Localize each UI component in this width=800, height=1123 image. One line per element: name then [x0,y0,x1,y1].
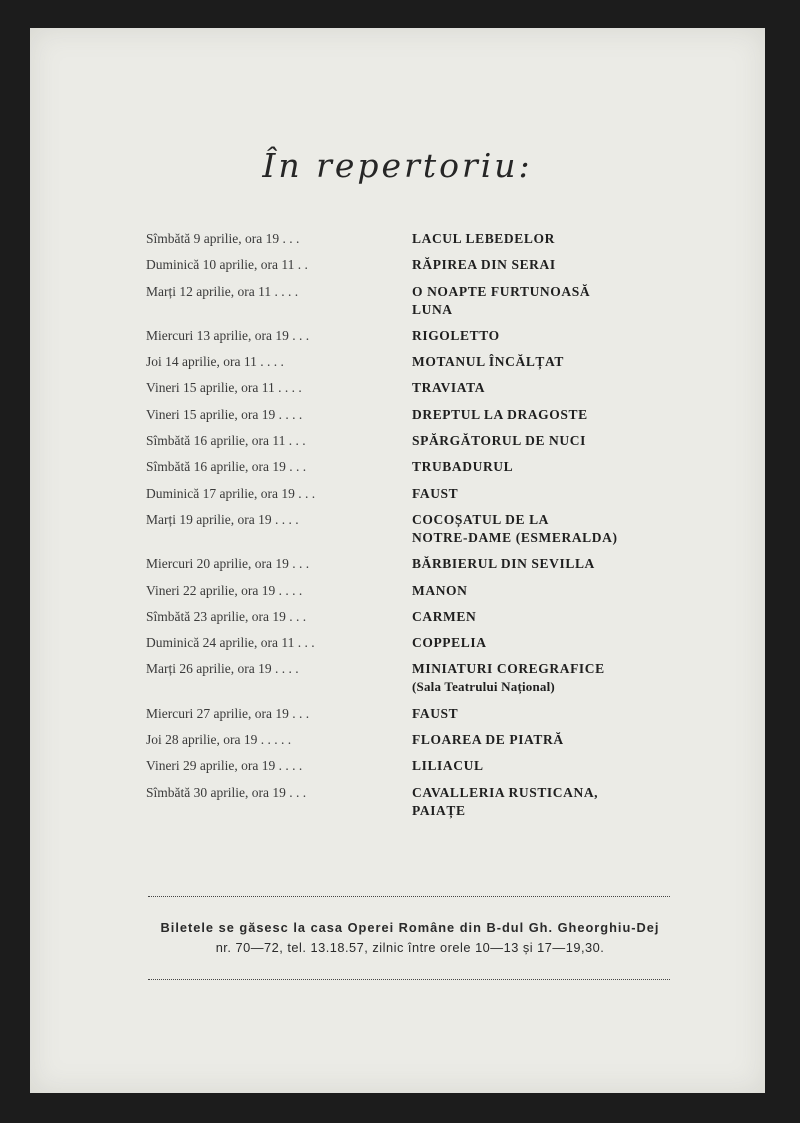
list-item [146,458,686,476]
list-item [146,608,686,626]
performance-title: MANON [412,582,468,598]
performance-date: Sîmbătă 16 aprilie, ora 11 . . . [146,433,306,449]
performance-date: Vineri 15 aprilie, ora 11 . . . . [146,380,302,396]
performance-title: MINIATURI COREGRAFICE [412,661,605,677]
list-item [146,283,686,319]
performance-title-line2: NOTRE-DAME (ESMERALDA) [412,529,618,545]
performance-title-block [412,283,686,319]
list-item [146,327,686,345]
ticket-info-line2: nr. 70—72, tel. 13.18.57, zilnic între orele 10—13 și 17—19,30. [215,940,605,955]
performance-title: FLOAREA DE PIATRĂ [412,732,564,748]
performance-date: Vineri 15 aprilie, ora 19 . . . . [146,406,303,422]
performance-title: CAVALLERIA RUSTICANA, [412,784,599,800]
performance-title: BĂRBIERUL DIN SEVILLA [412,556,595,572]
list-item [146,705,686,723]
performance-title-block [412,784,686,820]
performance-date: Marți 26 aprilie, ora 19 . . . . [146,661,299,677]
performance-date: Vineri 22 aprilie, ora 19 . . . . [146,582,303,598]
venue-note: (Sala Teatrului Național) [412,679,555,695]
list-item [146,511,686,547]
list-item [146,555,686,573]
list-item [146,757,686,775]
performance-date: Miercuri 27 aprilie, ora 19 . . . [146,705,310,721]
performance-date: Sîmbătă 30 aprilie, ora 19 . . . [146,784,307,800]
performance-title-line2: LUNA [412,301,453,317]
list-item [146,432,686,450]
performance-title: FAUST [412,705,459,721]
performance-date: Joi 14 aprilie, ora 11 . . . . [146,354,284,370]
page-title: În repertoriu: [262,146,533,185]
performance-title: RĂPIREA DIN SERAI [412,257,556,273]
list-item [146,582,686,600]
list-item [146,660,686,696]
ticket-info-line1: Biletele se găsesc la casa Operei Române din B-dul Gh. Gheorghiu-Dej [160,920,660,935]
performance-date: Marți 19 aprilie, ora 19 . . . . [146,511,299,527]
performance-title: TRAVIATA [412,380,486,396]
dotted-divider-top [148,896,670,897]
performance-date: Duminică 10 aprilie, ora 11 . . [146,257,308,273]
performance-title: O NOAPTE FURTUNOASĂ [412,283,591,299]
ticket-info [130,918,690,958]
list-item [146,406,686,424]
performance-title: SPĂRGĂTORUL DE NUCI [412,433,586,449]
performance-date: Sîmbătă 9 aprilie, ora 19 . . . [146,231,300,246]
list-item [146,784,686,820]
performance-title: MOTANUL ÎNCĂLȚAT [412,354,564,370]
performance-date: Vineri 29 aprilie, ora 19 . . . . [146,758,303,774]
list-item [146,230,686,248]
performance-title: CARMEN [412,608,477,624]
list-item [146,256,686,274]
performance-date: Joi 28 aprilie, ora 19 . . . . . [146,732,292,748]
performance-title: LILIACUL [412,758,484,774]
performance-date: Duminică 17 aprilie, ora 19 . . . [146,485,316,501]
performance-title-block [412,660,686,696]
performance-date: Sîmbătă 23 aprilie, ora 19 . . . [146,608,307,624]
performance-date: Miercuri 20 aprilie, ora 19 . . . [146,556,310,572]
performance-date: Sîmbătă 16 aprilie, ora 19 . . . [146,459,307,475]
performance-date: Marți 12 aprilie, ora 11 . . . . [146,283,299,299]
performance-title-line2: PAIAȚE [412,802,466,818]
performance-title: COPPELIA [412,635,487,651]
performance-title: FAUST [412,485,459,501]
performance-title: TRUBADURUL [412,459,514,475]
performance-date: Miercuri 13 aprilie, ora 19 . . . [146,327,310,343]
performance-title: DREPTUL LA DRAGOSTE [412,406,588,422]
performance-title: COCOȘATUL DE LA [412,511,550,527]
program-sheet [30,28,765,1093]
performance-date: Duminică 24 aprilie, ora 11 . . . [146,635,315,651]
list-item [146,634,686,652]
performance-title-block [412,511,686,547]
list-item [146,379,686,397]
dotted-divider-bottom [148,979,670,980]
list-item [146,353,686,371]
list-item [146,485,686,503]
performance-title: LACUL LEBEDELOR [412,231,555,246]
performance-title: RIGOLETTO [412,327,500,343]
repertoire-list [146,230,686,828]
list-item [146,731,686,749]
